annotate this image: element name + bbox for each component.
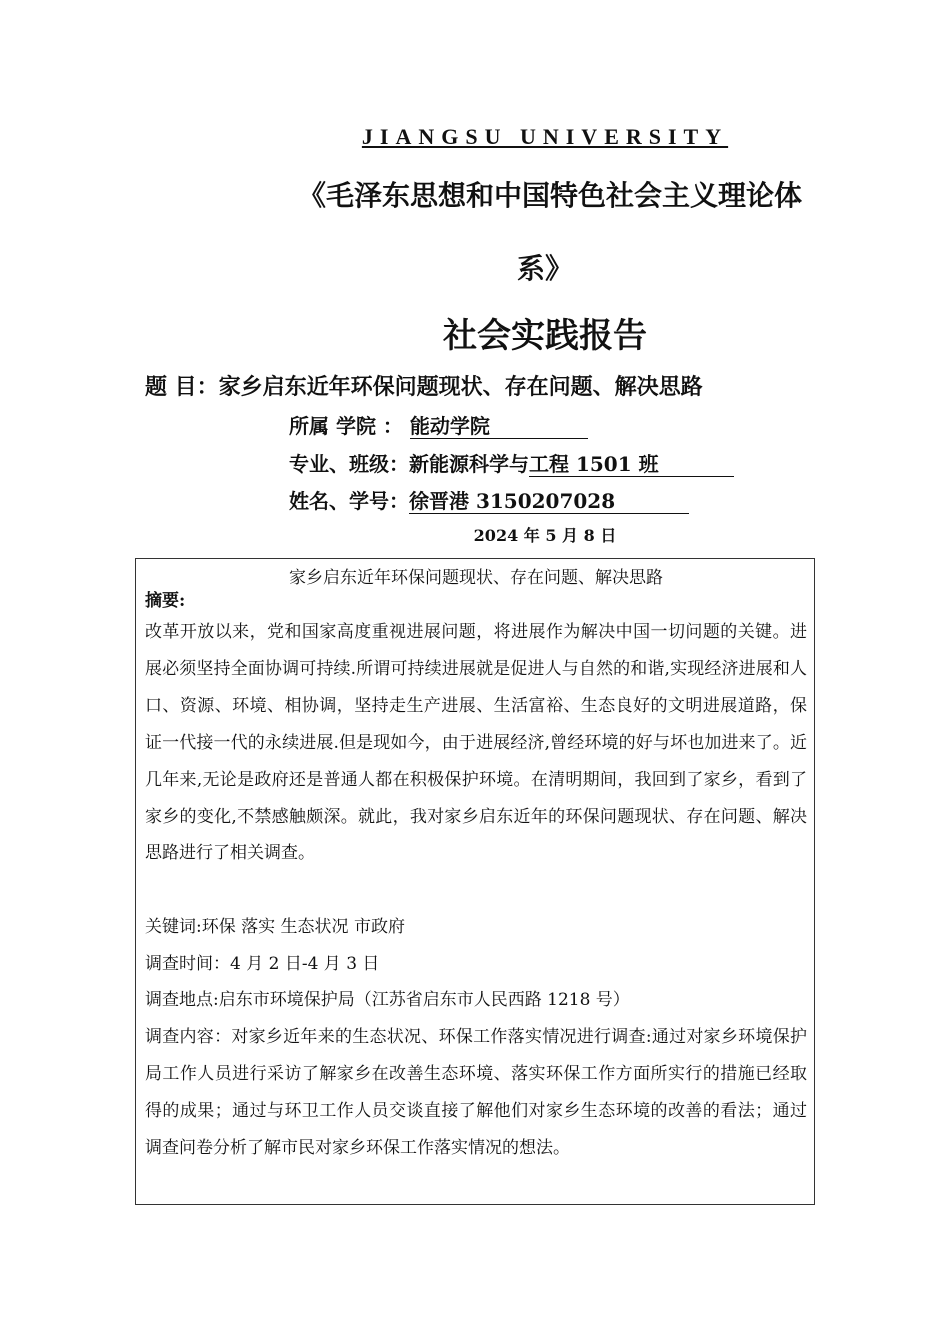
course-title-line-2: 系》 [517, 252, 574, 285]
major-value: 工程 1501 班 [529, 453, 734, 477]
survey-place: 调查地点:启东市环境保护局（江苏省启东市人民西路 1218 号） [145, 990, 630, 1010]
box-title: 家乡启东近年环保问题现状、存在问题、解决思路 [289, 568, 663, 588]
college-line [289, 410, 588, 439]
course-title-line-1: 《毛泽东思想和中国特色社会主义理论体 [298, 179, 803, 212]
survey-time: 调查时间：4 月 2 日-4 月 3 日 [145, 954, 380, 974]
college-label: 所属 学院 ： [289, 414, 403, 438]
university-name: JIANGSU UNIVERSITY [361, 124, 729, 149]
topic-value: 家乡启东近年环保问题现状、存在问题、解决思路 [218, 374, 703, 400]
major-line [289, 448, 734, 477]
college-value: 能动学院 [410, 415, 588, 439]
abstract-text: 改革开放以来，党和国家高度重视进展问题，将进展作为解决中国一切问题的关键。进展必须坚持全面协调可持续.所谓可持续进展就是促进人与自然的和谐,实现经济进展和人口、资源、环境、相协调，坚持走生产进展、生活富裕、生态良好的文明进展道路，保证一代接一代的永续进展.但是现如今，由于进展经济,曾经环境的好与坏也加进来了。近几年来,无论是政府还是普通人都在积极保护环境。在清明期间，我回到了家乡，看到了家乡的变化,不禁感触颇深。就此，我对家乡启东近年的环保问题现状、存在问题、解决思路进行了相关调查。 [145, 622, 807, 864]
abstract-label: 摘要: [145, 591, 186, 611]
report-title: 社会实践报告 [443, 316, 647, 356]
survey-content: 调查内容：对家乡近年来的生态状况、环保工作落实情况进行调查:通过对家乡环境保护局工作人员进行采访了解家乡在改善生态环境、落实环保工作方面所实行的措施已经取得的成果；通过与环卫工作人员交谈直接了解他们对家乡生态环境的改善的看法；通过调查问卷分析了解市民对家乡环保工作落实情况的想法。 [145, 1027, 807, 1158]
topic-label: 题 目： [145, 374, 219, 400]
name-line [289, 485, 689, 514]
name-value: 徐晋港 3150207028 [409, 490, 689, 514]
report-date: 2024 年 5 月 8 日 [473, 526, 617, 545]
topic-line [145, 370, 703, 401]
major-label: 专业、班级：新能源科学与 [289, 452, 529, 476]
content-box [135, 558, 815, 1205]
keywords: 关键词:环保 落实 生态状况 市政府 [145, 917, 405, 937]
name-label: 姓名、学号： [289, 489, 409, 513]
